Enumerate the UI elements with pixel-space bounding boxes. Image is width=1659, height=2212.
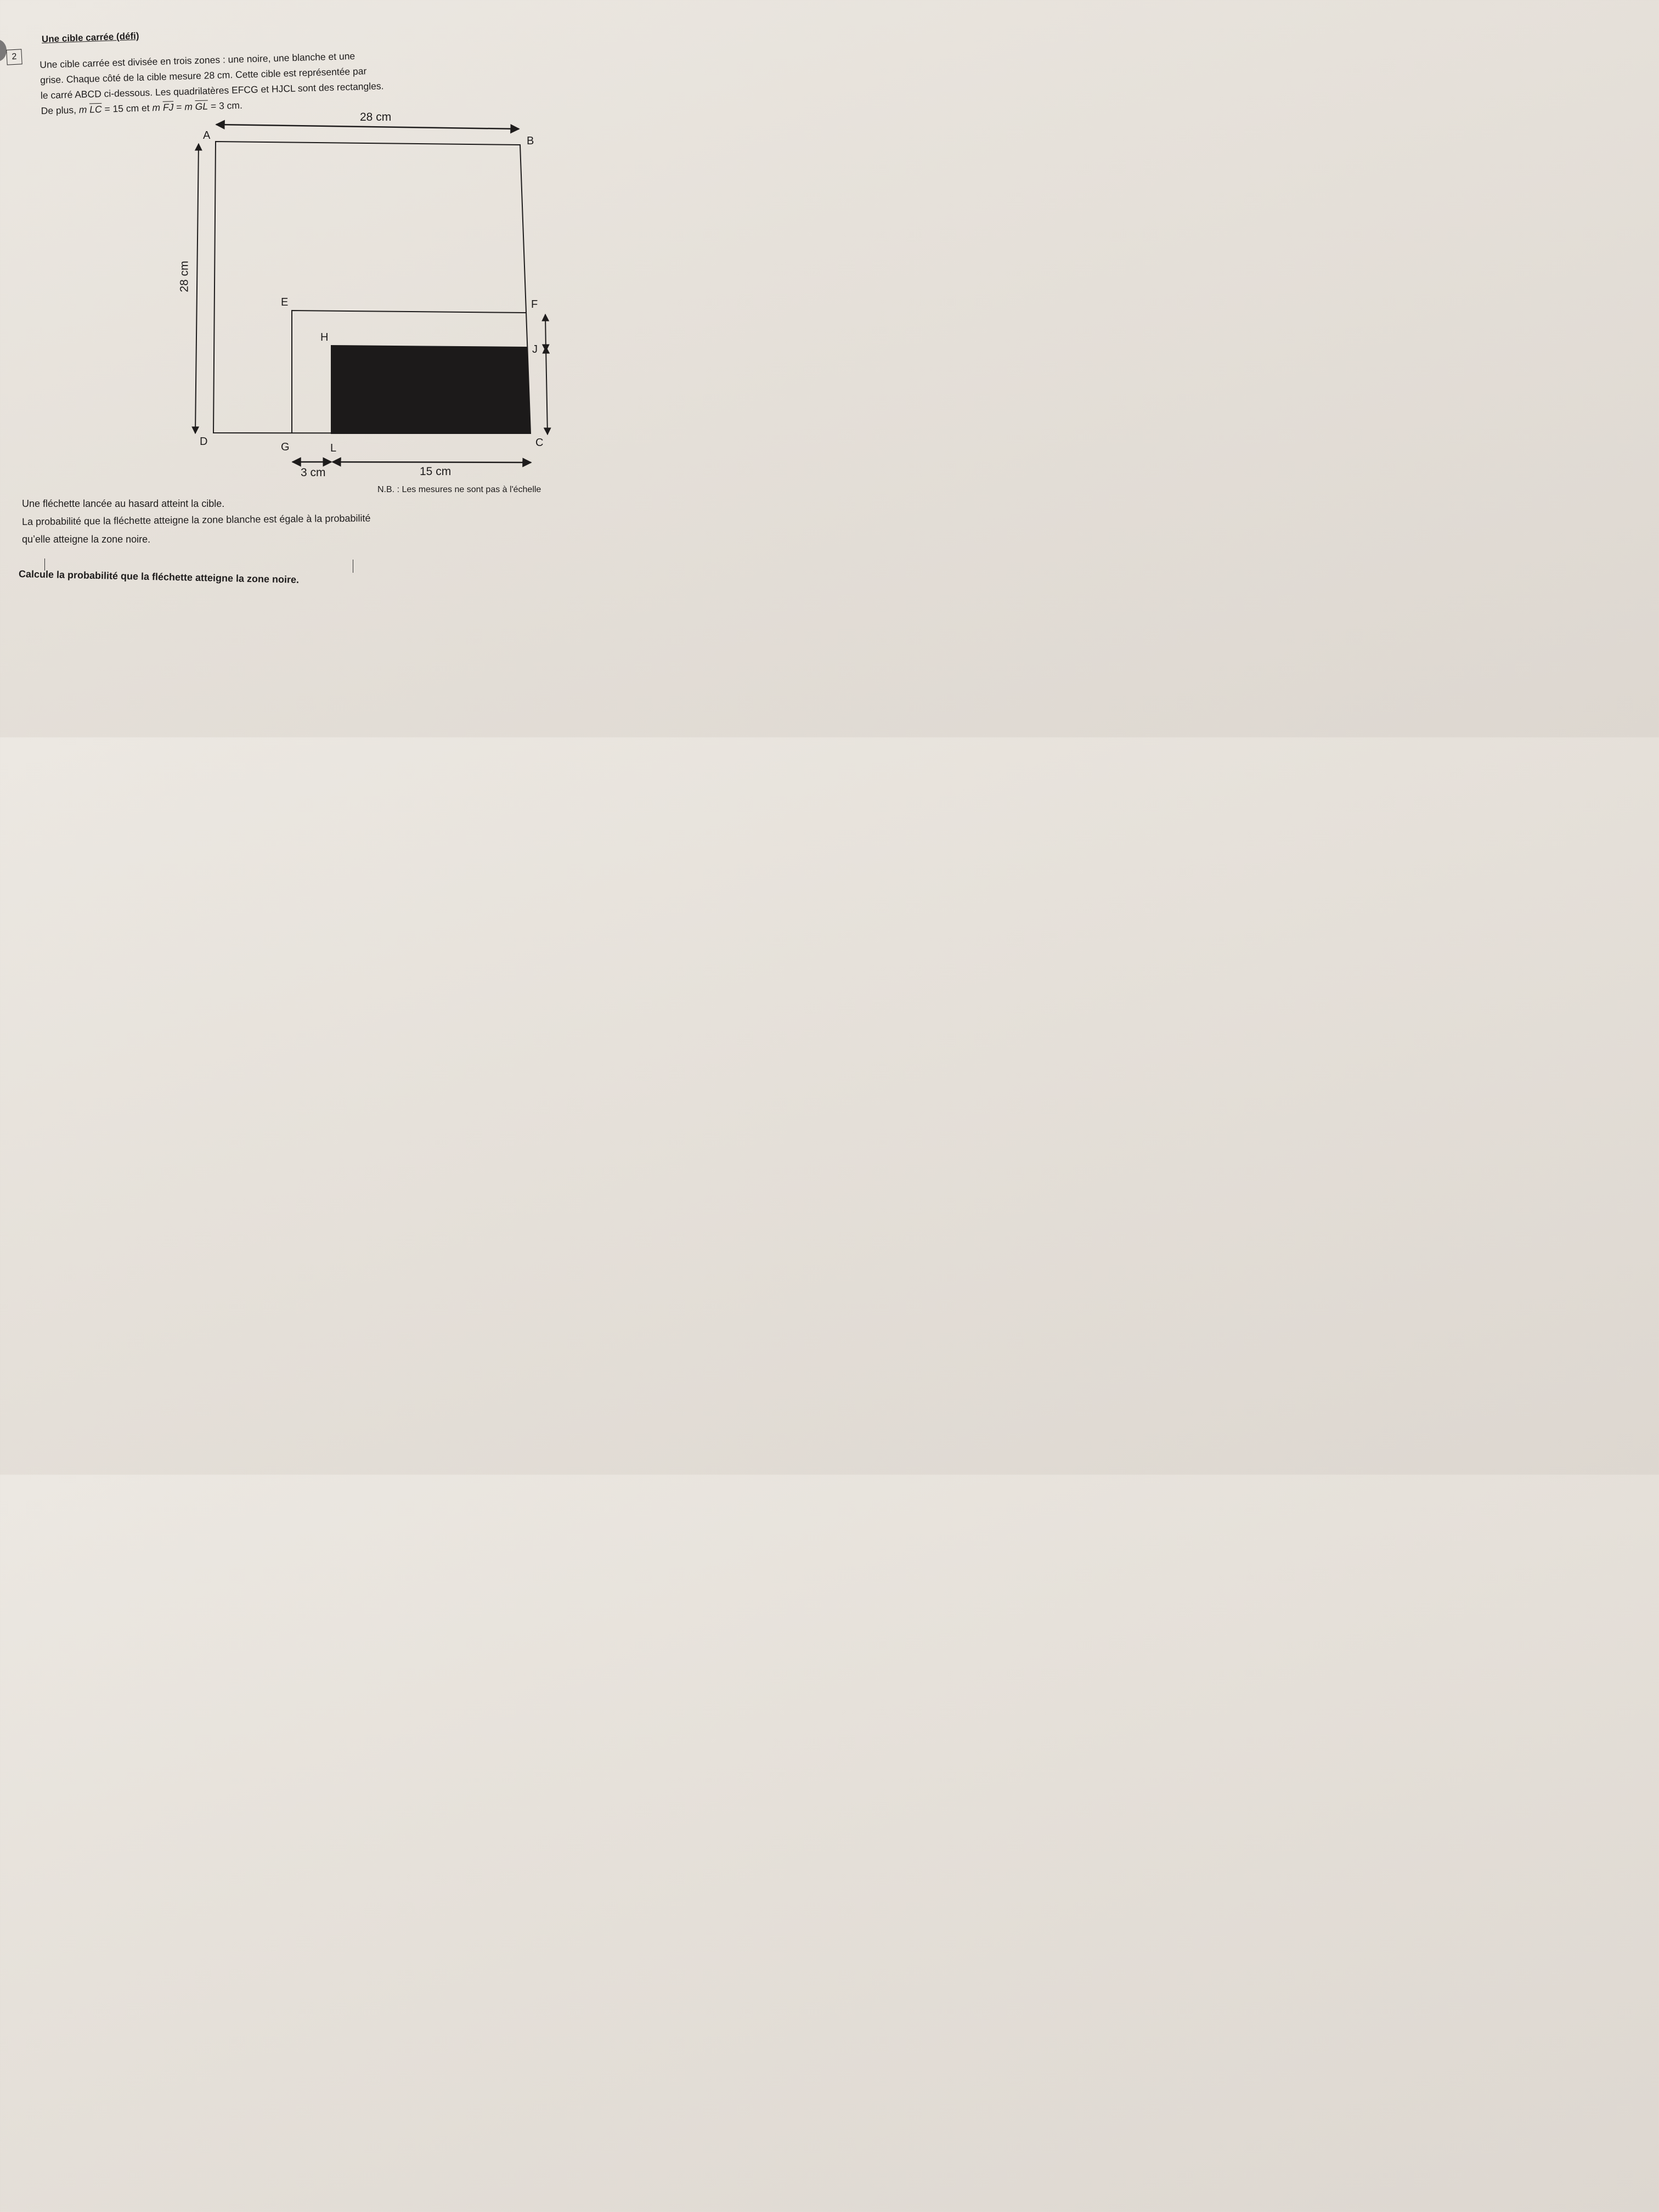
dimension-arrow-left xyxy=(195,144,199,433)
scale-note: N.B. : Les mesures ne sont pas à l'échelle xyxy=(377,485,541,494)
segment-gl: $\overline{GL}$ xyxy=(195,100,208,112)
dimension-label-left: 28 cm xyxy=(178,261,191,292)
question-task: Calcule la probabilité que la fléchette atteigne la zone noire. xyxy=(18,568,300,585)
point-label-a: A xyxy=(203,129,211,142)
point-label-l: L xyxy=(330,442,337,454)
black-zone-hjcl xyxy=(331,345,531,434)
point-label-g: G xyxy=(281,441,290,453)
worksheet-page xyxy=(0,0,553,737)
statement-measures: De plus, m $\overline{LC} = 15$ cm et m $\overline{FJ} = m$ $\overline{GL} = 3$ cm. xyxy=(41,99,243,116)
point-label-d: D xyxy=(200,436,208,448)
point-label-c: C xyxy=(535,437,544,449)
dimension-label-gl: 3 cm xyxy=(301,466,326,479)
context-text: La probabilité que la fléchette atteigne la zone blanche est égale à la probabilité xyxy=(21,512,371,527)
context-text: qu’elle atteigne la zone noire. xyxy=(22,534,151,545)
statement-line: grise. Chaque côté de la cible mesure 28 cm. Cette cible est représentée par xyxy=(40,65,367,86)
statement-line: le carré ABCD ci-dessous. Les quadrilatères EFCG et HJCL sont des rectangles. xyxy=(40,80,384,101)
point-label-f: F xyxy=(531,298,538,311)
dimension-label-lc: 15 cm xyxy=(420,465,452,478)
point-label-h: H xyxy=(320,331,329,343)
point-label-b: B xyxy=(527,135,534,147)
dimension-arrow-jc xyxy=(546,347,548,435)
segment-lc: $\overline{LC}$ xyxy=(89,103,102,115)
statement-line: Une cible carrée est divisée en trois zones : une noire, une blanche et une xyxy=(40,50,356,70)
point-label-e: E xyxy=(281,296,289,308)
segment-fj: $\overline{FJ}$ xyxy=(162,101,174,113)
context-text: Une fléchette lancée au hasard atteint la cible. xyxy=(22,498,225,509)
dimension-arrow-top xyxy=(216,125,519,129)
exercise-title: Une cible carrée (défi) xyxy=(41,30,139,44)
dimension-label-top: 28 cm xyxy=(360,111,392,123)
target-diagram xyxy=(0,0,553,494)
dimension-arrow-fj xyxy=(545,314,546,351)
exercise-number-box: 2 xyxy=(6,49,22,65)
point-label-j: J xyxy=(532,343,538,356)
